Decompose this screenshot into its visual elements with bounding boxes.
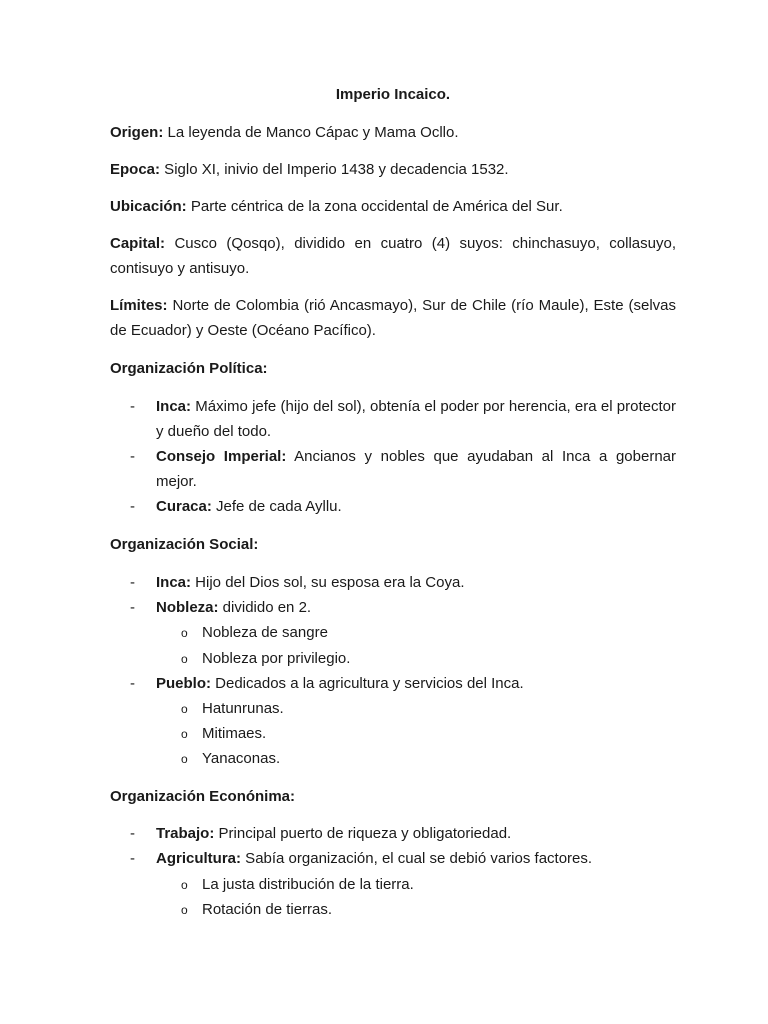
field-origen [110, 120, 676, 145]
item-label: Consejo Imperial: [156, 448, 287, 465]
sub-item [110, 620, 676, 645]
bullet-marker: o [181, 903, 188, 917]
dash-marker: - [130, 675, 135, 692]
item-text: dividido en 2. [218, 599, 312, 616]
sub-item-text: La justa distribución de la tierra. [202, 876, 414, 893]
item-label: Inca: [156, 398, 192, 415]
field-limites [110, 293, 676, 343]
sub-item-text: Hatunrunas. [202, 700, 284, 717]
field-text: Parte céntrica de la zona occidental de América del Sur. [186, 198, 563, 215]
dash-marker: - [130, 574, 135, 591]
item-text: Principal puerto de riqueza y obligatoriedad. [214, 825, 512, 842]
dash-marker: - [130, 498, 135, 515]
sub-item [110, 746, 676, 771]
section-heading-social: Organización Social: [110, 536, 259, 553]
item-label: Curaca: [156, 498, 212, 515]
list-item-inca-social [110, 570, 676, 595]
sub-item-text: Rotación de tierras. [202, 901, 333, 918]
sub-item-text: Nobleza por privilegio. [202, 650, 351, 667]
item-label: Trabajo: [156, 825, 215, 842]
sub-item [110, 696, 676, 721]
sub-item-text: Nobleza de sangre [202, 624, 328, 641]
document-title: Imperio Incaico. [335, 86, 451, 103]
list-item-pueblo [110, 671, 676, 696]
item-label: Pueblo: [156, 675, 211, 692]
field-label: Epoca: [110, 161, 161, 178]
item-text: Ancianos y nobles que ayudaban al Inca a gobernar mejor. [156, 448, 677, 490]
bullet-marker: o [181, 626, 188, 640]
item-text: Jefe de cada Ayllu. [211, 498, 342, 515]
dash-marker: - [130, 825, 135, 842]
field-label: Origen: [110, 124, 164, 141]
list-item-trabajo [110, 821, 676, 846]
item-text: Sabía organización, el cual se debió varios factores. [241, 850, 593, 867]
item-text: Hijo del Dios sol, su esposa era la Coya. [191, 574, 465, 591]
section-heading-politica: Organización Política: [110, 360, 268, 377]
field-ubicacion [110, 194, 676, 219]
field-capital [110, 231, 676, 281]
list-item-inca-politica [110, 394, 676, 444]
list-item-consejo [110, 444, 676, 494]
item-label: Agricultura: [156, 850, 242, 867]
field-text: La leyenda de Manco Cápac y Mama Ocllo. [163, 124, 459, 141]
bullet-marker: o [181, 652, 188, 666]
sub-item [110, 897, 676, 922]
bullet-marker: o [181, 727, 188, 741]
item-label: Inca: [156, 574, 192, 591]
dash-marker: - [130, 599, 135, 616]
dash-marker: - [130, 398, 135, 415]
bullet-marker: o [181, 878, 188, 892]
item-label: Nobleza: [156, 599, 219, 616]
item-text: Dedicados a la agricultura y servicios del Inca. [211, 675, 524, 692]
bullet-marker: o [181, 752, 188, 766]
list-item-agricultura [110, 846, 676, 871]
field-text: Siglo XI, inivio del Imperio 1438 y decadencia 1532. [160, 161, 509, 178]
field-label: Capital: [110, 235, 166, 252]
field-text: Cusco (Qosqo), dividido en cuatro (4) suyos: chinchasuyo, collasuyo, contisuyo y antisuyo. [110, 235, 676, 277]
sub-item [110, 721, 676, 746]
field-label: Ubicación: [110, 198, 187, 215]
list-item-nobleza [110, 595, 676, 620]
sub-item [110, 872, 676, 897]
dash-marker: - [130, 850, 135, 867]
sub-item-text: Mitimaes. [202, 725, 267, 742]
sub-item-text: Yanaconas. [202, 750, 281, 767]
bullet-marker: o [181, 702, 188, 716]
item-text: Máximo jefe (hijo del sol), obtenía el poder por herencia, era el protector y dueño del todo. [156, 398, 676, 440]
field-epoca [110, 157, 676, 182]
field-text: Norte de Colombia (rió Ancasmayo), Sur de Chile (río Maule), Este (selvas de Ecuador) y Oeste (Océano Pacífico). [110, 297, 676, 339]
section-heading-economica: Organización Econónima: [110, 788, 296, 805]
sub-item [110, 646, 676, 671]
dash-marker: - [130, 448, 135, 465]
field-label: Límites: [110, 297, 168, 314]
list-item-curaca [110, 494, 676, 519]
